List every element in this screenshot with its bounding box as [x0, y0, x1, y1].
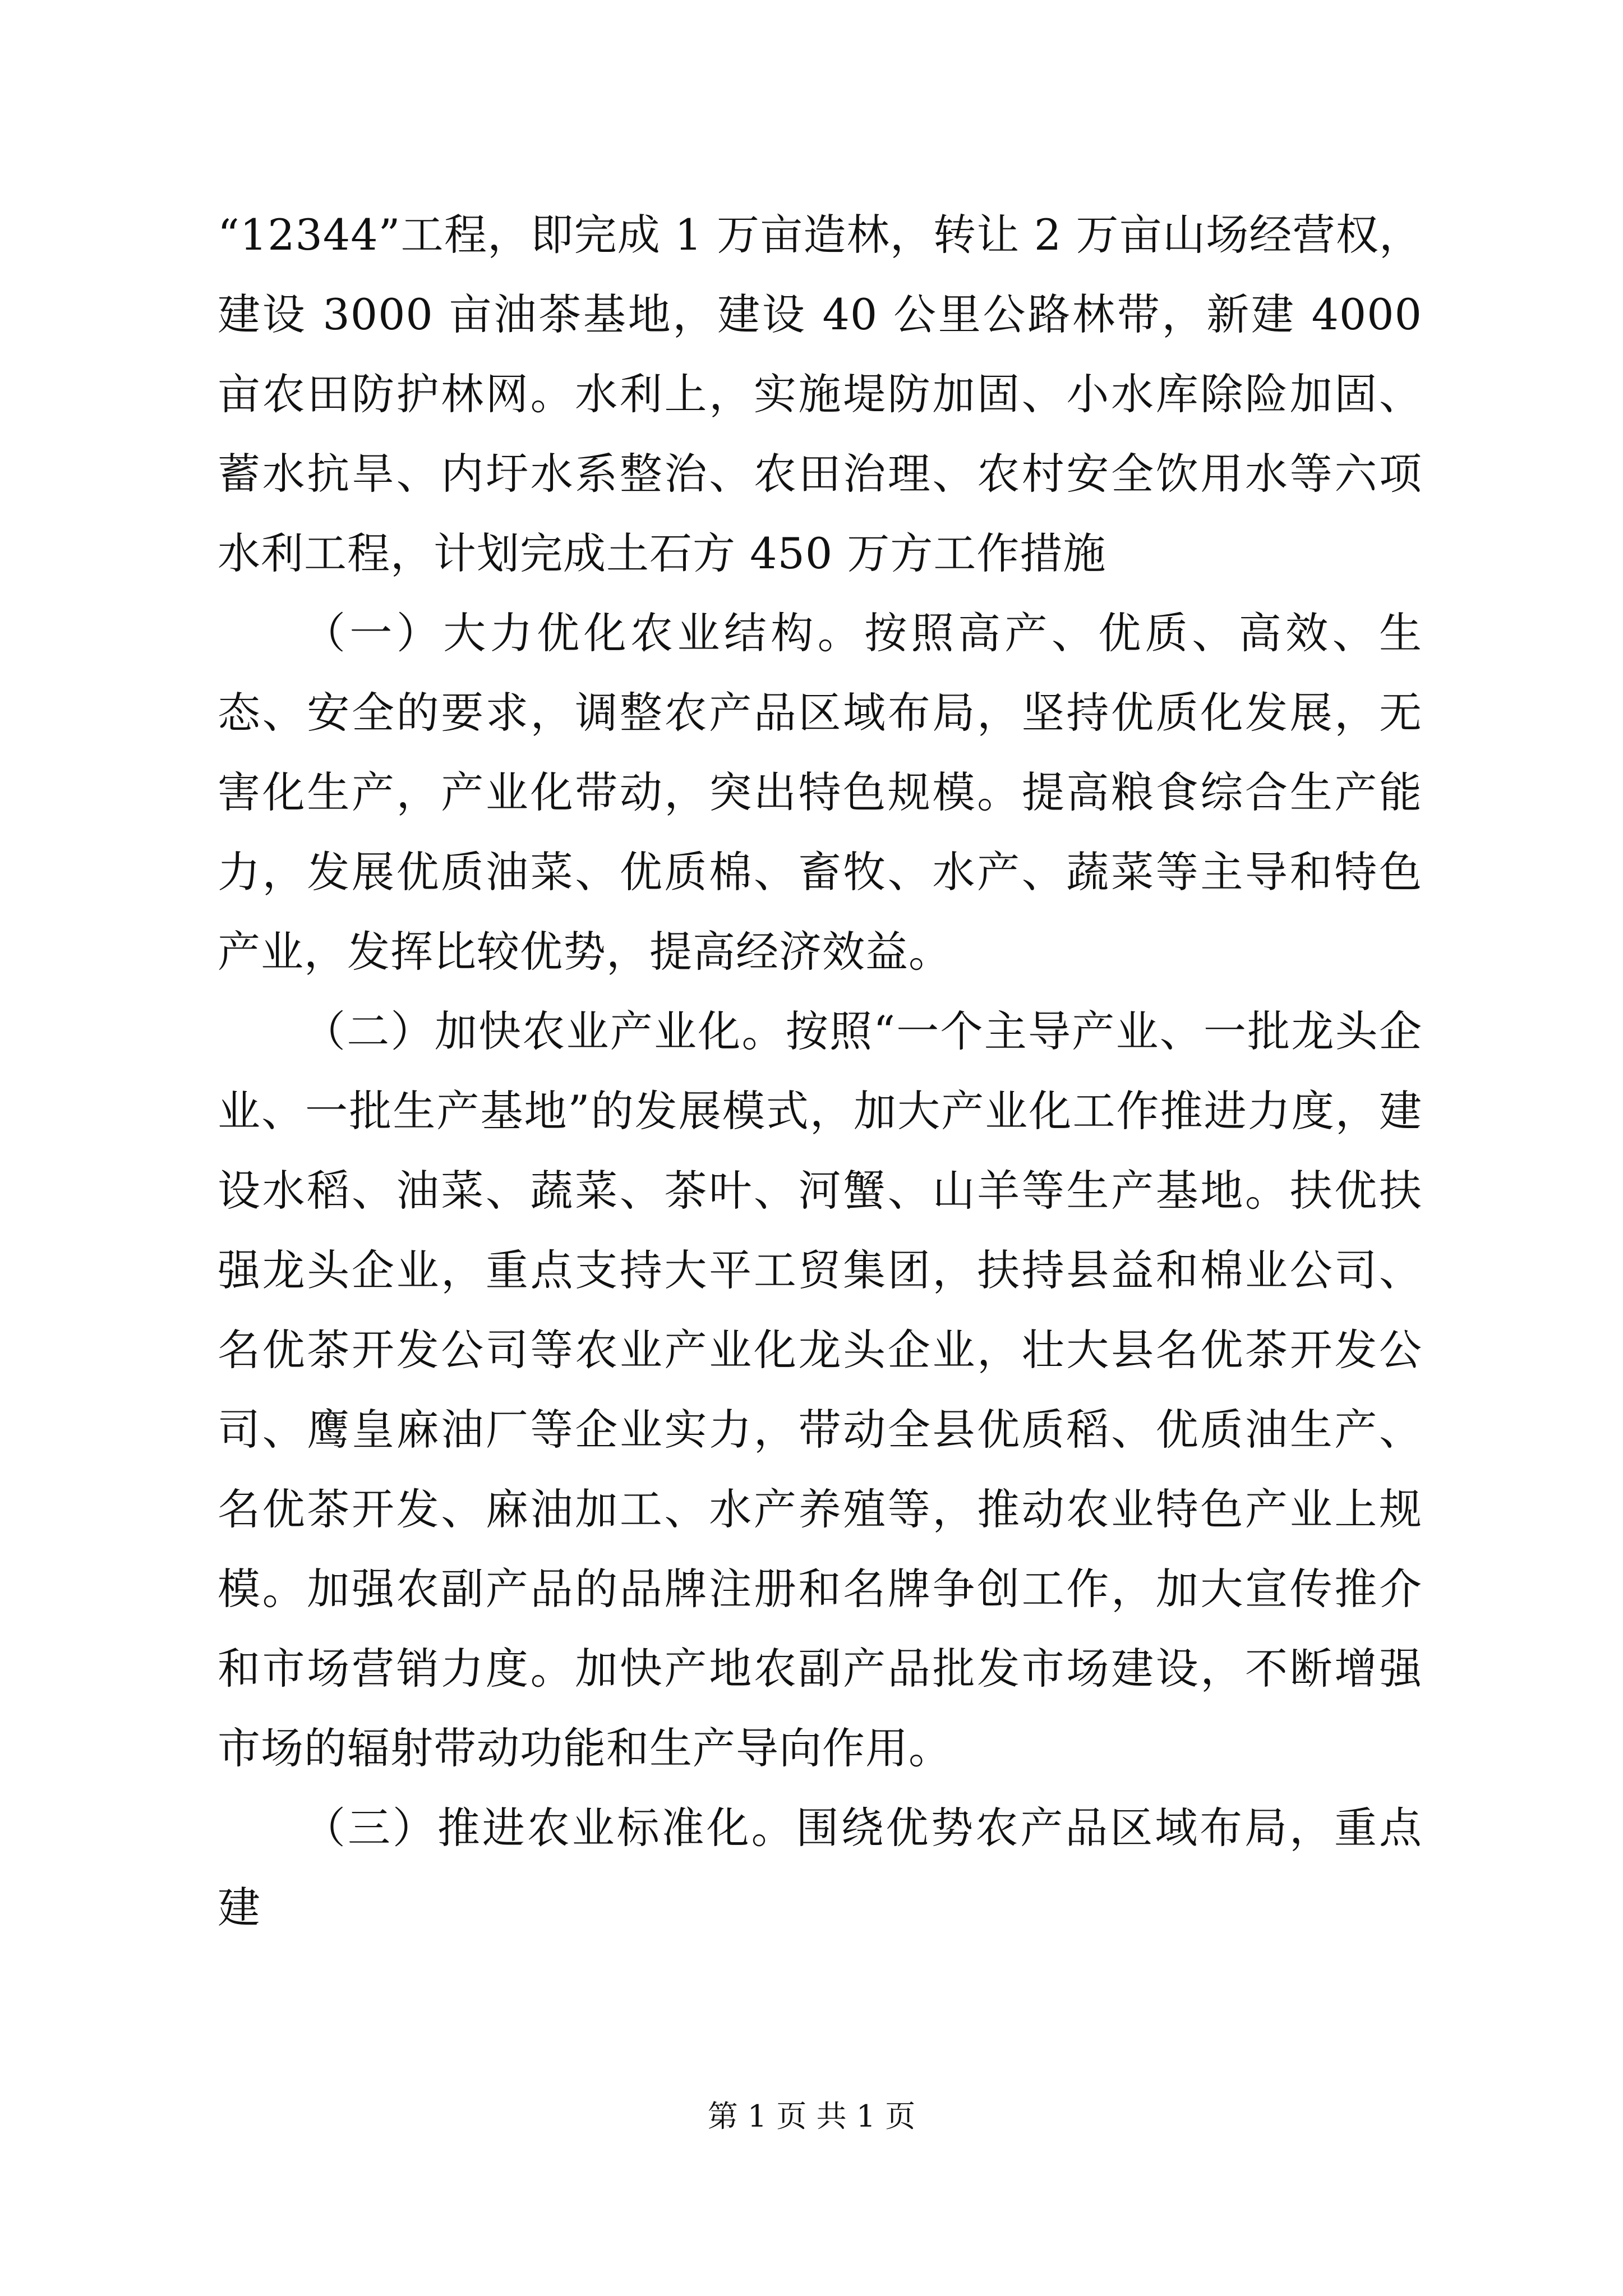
paragraph-4: （三）推进农业标准化。围绕优势农产品区域布局，重点建: [218, 1803, 1422, 1932]
paragraph-2: （一）大力优化农业结构。按照高产、优质、高效、生态、安全的要求，调整农产品区域布局，坚持优质化发展，无害化生产，产业化带动，突出特色规模。提高粮食综合生产能力，发展优质油菜、优质棉、畜牧、水产、蔬菜等主导和特色产业，发挥比较优势，提高经济效益。: [218, 608, 1422, 977]
paragraph-3: （二）加快农业产业化。按照“一个主导产业、一批龙头企业、一批生产基地”的发展模式，加大产业化工作推进力度，建设水稻、油菜、蔬菜、茶叶、河蟹、山羊等生产基地。扶优扶强龙头企业，重点支持大平工贸集团，扶持县益和棉业公司、名优茶开发公司等农业产业化龙头企业，壮大县名优茶开发公司、鹰皇麻油厂等企业实力，带动全县优质稻、优质油生产、名优茶开发、麻油加工、水产养殖等，推动农业特色产业上规模。加强农副产品的品牌注册和名牌争创工作，加大宣传推介和市场营销力度。加快产地农副产品批发市场建设，不断增强市场的辐射带动功能和生产导向作用。: [218, 1006, 1422, 1773]
page-footer: 第 1 页 共 1 页: [707, 2099, 916, 2134]
paragraph-1: “12344”工程，即完成 1 万亩造林，转让 2 万亩山场经营权，建设 3000 亩油茶基地，建设 40 公里公路林带，新建 4000 亩农田防护林网。水利上，实施堤防加固、小水库除险加固、蓄水抗旱、内圩水系整治、农田治理、农村安全饮用水等六项水利工程，计划完成土石方 450 万方工作措施: [218, 210, 1422, 578]
document-body: [218, 195, 1422, 1948]
